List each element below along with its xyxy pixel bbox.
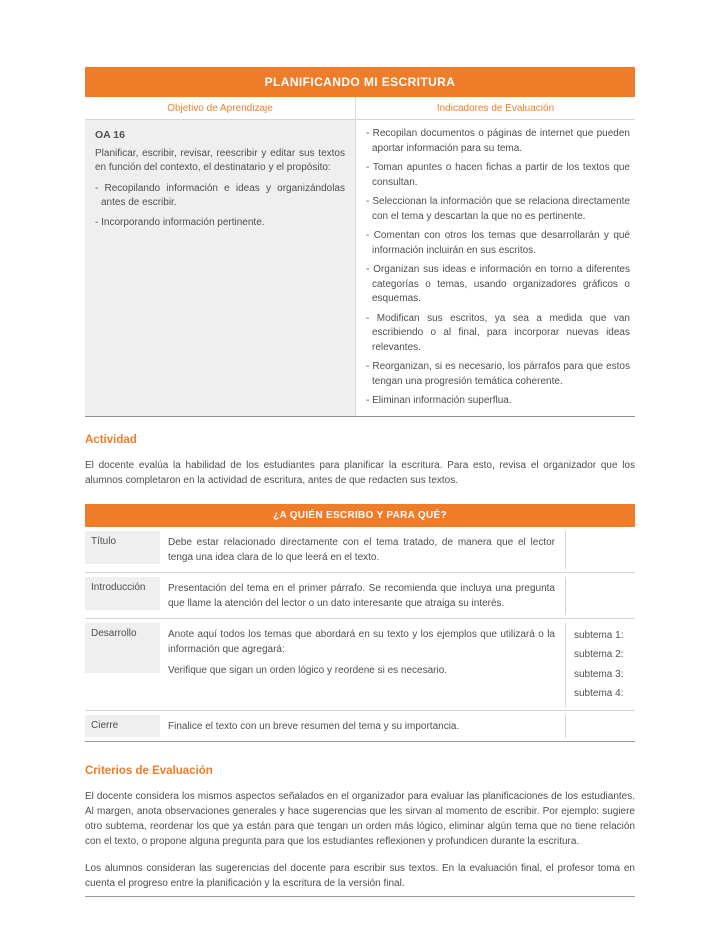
indicator-item: - Toman apuntes o hacen fichas a partir de los textos que consultan. <box>366 162 630 188</box>
indicator-item: - Reorganizan, si es necesario, los párrafos para que estos tengan una progresión temática coherente. <box>366 361 630 387</box>
indicator-item: - Comentan con otros los temas que desarrollarán y qué información incluirán en sus escritos. <box>366 230 630 256</box>
row-label: Introducción <box>85 577 160 610</box>
subtema-item: subtema 3: <box>574 668 624 680</box>
footer-divider <box>85 896 635 897</box>
indicators-list <box>366 127 630 409</box>
row-description-text: Anote aquí todos los temas que abordará en su texto y los ejemplos que utilizará o la información que agregará: <box>168 628 555 655</box>
organizer-title-banner: ¿A QUIÉN ESCRIBO Y PARA QUÉ? <box>85 504 635 527</box>
row-description <box>160 623 565 707</box>
indicators-cell <box>355 120 635 416</box>
row-description-text2: Verifique que sigan un orden lógico y reordene si es necesario. <box>168 664 448 676</box>
row-side-cell <box>565 715 635 738</box>
actividad-heading: Actividad <box>85 433 137 446</box>
organizer-row-desarrollo <box>85 619 635 711</box>
organizer-row-titulo <box>85 527 635 573</box>
subtema-item: subtema 4: <box>574 688 624 699</box>
oa-bullet-list <box>95 182 345 231</box>
document-title-banner: PLANIFICANDO MI ESCRITURA <box>85 67 635 97</box>
objective-column-header: Objetivo de Aprendizaje <box>167 103 273 114</box>
criterios-paragraph-2: Los alumnos consideran las sugerencias del docente para escribir sus textos. En la evaluación final, el profesor toma en cuenta el progreso entre la planificación y la escritura de la versión final. <box>85 862 635 889</box>
row-side-cell <box>565 577 635 615</box>
subtema-item: subtema 2: <box>574 649 624 660</box>
actividad-paragraph: El docente evalúa la habilidad de los estudiantes para planificar la escritura. Para esto, revisa el organizador que los alumnos completaron en la actividad de escritura, antes de que redacten sus textos. <box>85 459 635 486</box>
oa-intro-text: Planificar, escribir, revisar, reescribir y editar sus textos en función del contexto, el destinatario y el propósito: <box>95 147 345 173</box>
row-side-cell <box>565 531 635 569</box>
indicator-item: - Eliminan información superflua. <box>366 395 512 406</box>
row-side-cell <box>565 623 635 707</box>
row-description-text: Debe estar relacionado directamente con el tema tratado, de manera que el lector tenga una idea clara de lo que leerá en el texto. <box>168 536 555 563</box>
oa-code: OA 16 <box>95 129 125 141</box>
row-description <box>160 577 565 615</box>
page-content <box>85 67 635 897</box>
row-description-text: Finalice el texto con un breve resumen del tema y su importancia. <box>168 720 460 732</box>
indicator-item: - Organizan sus ideas e información en torno a diferentes categorías o temas, usando organizadores gráficos o esquemas. <box>366 264 630 304</box>
oa-bullet: - Incorporando información pertinente. <box>95 216 265 228</box>
oa-table-header-row <box>85 97 635 120</box>
organizer-row-introduccion <box>85 573 635 619</box>
subtema-list <box>574 626 635 704</box>
oa-table-body <box>85 120 635 417</box>
organizer-table <box>85 504 635 742</box>
row-description <box>160 531 565 569</box>
indicator-item: - Seleccionan la información que se relaciona directamente con el tema y descartan la que no es pertinente. <box>366 196 630 222</box>
organizer-row-cierre <box>85 711 635 742</box>
subtema-item: subtema 1: <box>574 629 624 641</box>
criterios-heading: Criterios de Evaluación <box>85 764 213 777</box>
row-label: Desarrollo <box>85 623 160 673</box>
row-description <box>160 715 565 738</box>
oa-table <box>85 67 635 417</box>
oa-bullet: - Recopilando información e ideas y organizándolas antes de escribir. <box>95 182 345 208</box>
objective-cell <box>85 120 355 416</box>
indicator-item: - Recopilan documentos o páginas de internet que pueden aportar información para su tema. <box>366 128 630 154</box>
criterios-paragraph-1: El docente considera los mismos aspectos señalados en el organizador para evaluar las planificaciones de los estudiantes. Al margen, anota observaciones generales y hace sugerencias que les sirvan al momento de escribir. Por ejemplo: sugiere otro subtema, reordenar los que ya están para que tengan un orden más lógico, eliminar algún tema que no tiene relación con el texto, o propone alguna pregunta para que los estudiantes reflexionen y profundicen durante la escritura. <box>85 790 635 847</box>
indicators-column-header: Indicadores de Evaluación <box>355 97 635 119</box>
row-label: Cierre <box>85 715 160 737</box>
row-label: Título <box>85 531 160 564</box>
row-description-text: Presentación del tema en el primer párrafo. Se recomienda que incluya una pregunta que llame la atención del lector o un dato interesante que atraiga su interés. <box>168 582 555 609</box>
indicator-item: - Modifican sus escritos, ya sea a medida que van escribiendo o al final, para incorporar nuevas ideas relevantes. <box>366 312 630 353</box>
